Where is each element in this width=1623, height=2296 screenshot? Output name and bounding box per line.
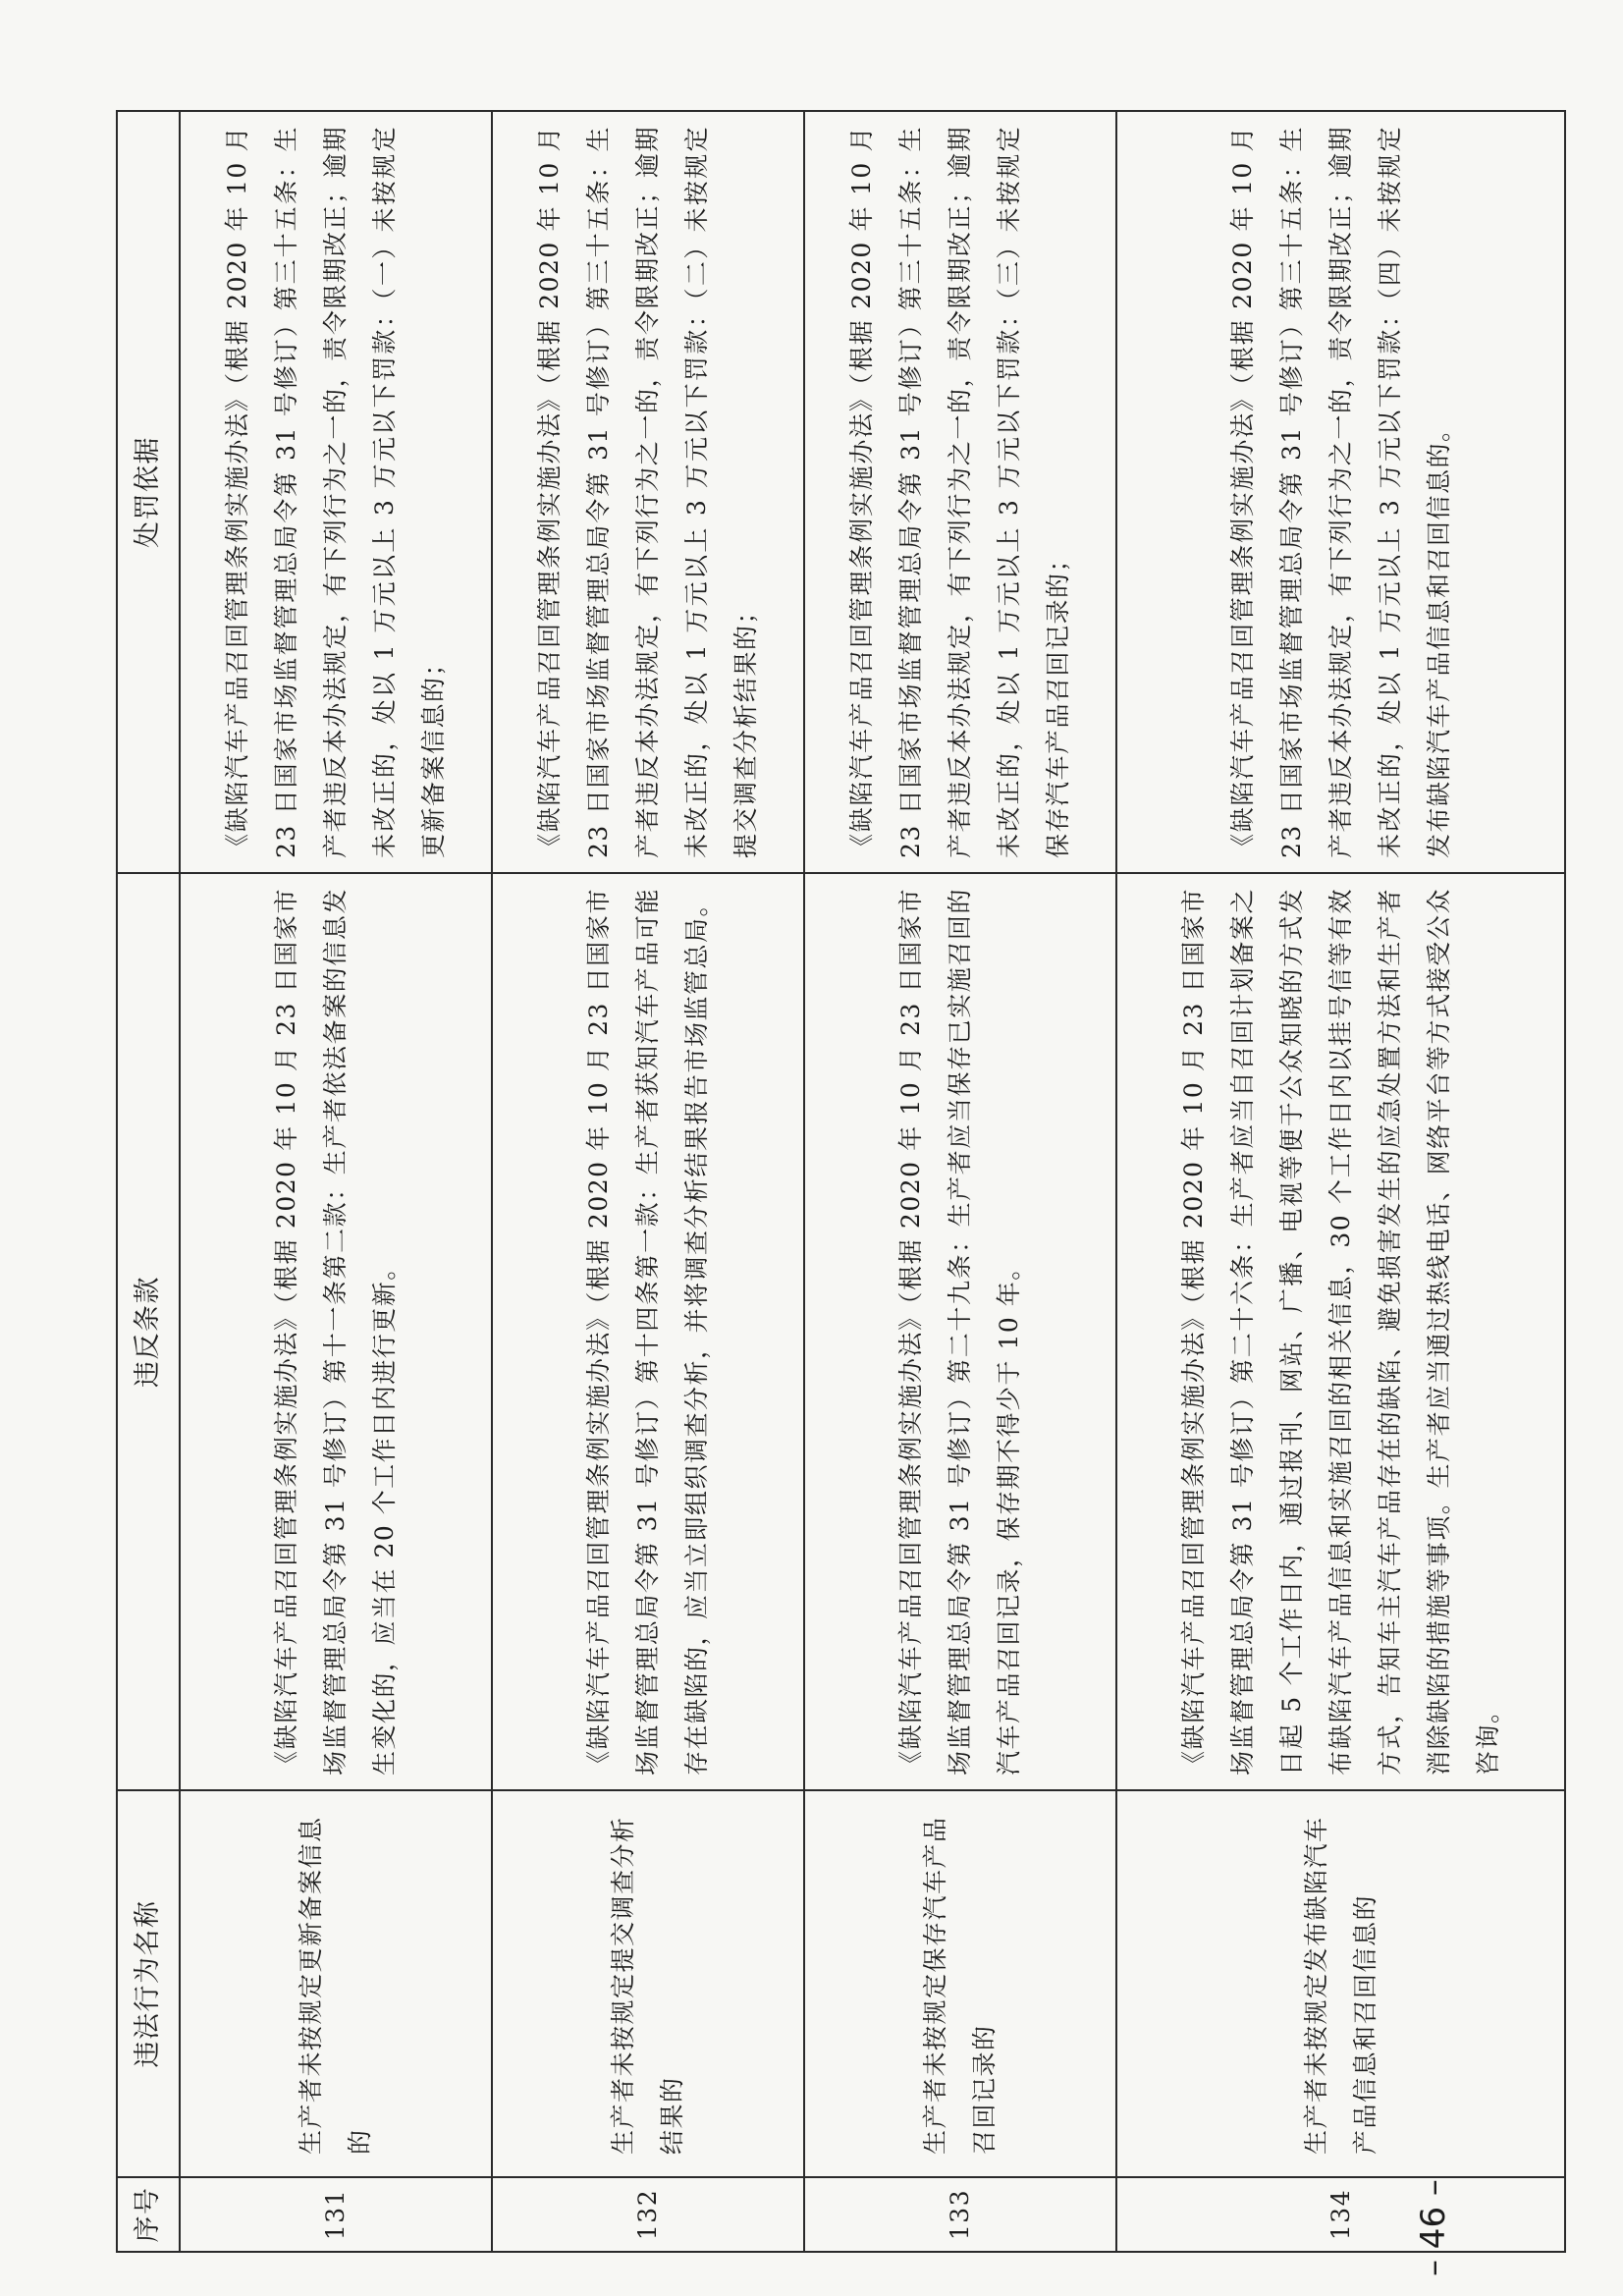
row-violation-name: 生产者未按规定发布缺陷汽车产品信息和召回信息的	[1116, 1790, 1565, 2177]
header-basis: 处罚依据	[117, 111, 180, 873]
row-seq: 131	[180, 2177, 492, 2252]
row-penalty-basis: 《缺陷汽车产品召回管理条例实施办法》（根据 2020 年 10 月 23 日国家市场监督管理总局令第 31 号修订）第三十五条：生产者违反本办法规定，有下列行为之一的，责令限期改正；逾期未改正的，处以 1 万元以上 3 万元以下罚款：（四）未按规定发布缺陷汽车产品信息和召回信息的。	[1116, 111, 1565, 873]
header-clause: 违反条款	[117, 873, 180, 1790]
row-seq: 134	[1116, 2177, 1565, 2252]
header-seq: 序号	[117, 2177, 180, 2252]
table-row	[492, 111, 804, 2252]
page-number: – 46 –	[1414, 2179, 1453, 2276]
row-violated-clause: 《缺陷汽车产品召回管理条例实施办法》（根据 2020 年 10 月 23 日国家市场监督管理总局令第 31 号修订）第二十九条：生产者应当保存已实施召回的汽车产品召回记录，保存期不得少于 10 年。	[804, 873, 1116, 1790]
row-violation-name: 生产者未按规定更新备案信息的	[180, 1790, 492, 2177]
table-row	[804, 111, 1116, 2252]
row-penalty-basis: 《缺陷汽车产品召回管理条例实施办法》（根据 2020 年 10 月 23 日国家市场监督管理总局令第 31 号修订）第三十五条：生产者违反本办法规定，有下列行为之一的，责令限期改正；逾期未改正的，处以 1 万元以上 3 万元以下罚款：（二）未按规定提交调查分析结果的；	[492, 111, 804, 873]
row-seq: 132	[492, 2177, 804, 2252]
table-header-row	[117, 111, 180, 2252]
row-violated-clause: 《缺陷汽车产品召回管理条例实施办法》（根据 2020 年 10 月 23 日国家市场监督管理总局令第 31 号修订）第十一条第二款：生产者依法备案的信息发生变化的，应当在 20 个工作日内进行更新。	[180, 873, 492, 1790]
row-violated-clause: 《缺陷汽车产品召回管理条例实施办法》（根据 2020 年 10 月 23 日国家市场监督管理总局令第 31 号修订）第二十六条：生产者应当自召回计划备案之日起 5 个工作日内，通过报刊、网站、广播、电视等便于公众知晓的方式发布缺陷汽车产品信息和实施召回的相关信息，30 个工作日内以挂号信等有效方式，告知车主汽车产品存在的缺陷、避免损害发生的应急处置方法和生产者消除缺陷的措施等事项。生产者应当通过热线电话、网络平台等方式接受公众咨询。	[1116, 873, 1565, 1790]
row-violation-name: 生产者未按规定提交调查分析结果的	[492, 1790, 804, 2177]
table-row	[180, 111, 492, 2252]
header-name: 违法行为名称	[117, 1790, 180, 2177]
row-seq: 133	[804, 2177, 1116, 2252]
row-violation-name: 生产者未按规定保存汽车产品召回记录的	[804, 1790, 1116, 2177]
table-row	[1116, 111, 1565, 2252]
row-violated-clause: 《缺陷汽车产品召回管理条例实施办法》（根据 2020 年 10 月 23 日国家市场监督管理总局令第 31 号修订）第十四条第一款：生产者获知汽车产品可能存在缺陷的，应当立即组织调查分析，并将调查分析结果报告市场监管总局。	[492, 873, 804, 1790]
penalty-table	[116, 110, 1566, 2253]
row-penalty-basis: 《缺陷汽车产品召回管理条例实施办法》（根据 2020 年 10 月 23 日国家市场监督管理总局令第 31 号修订）第三十五条：生产者违反本办法规定，有下列行为之一的，责令限期改正；逾期未改正的，处以 1 万元以上 3 万元以下罚款：（三）未按规定保存汽车产品召回记录的；	[804, 111, 1116, 873]
row-penalty-basis: 《缺陷汽车产品召回管理条例实施办法》（根据 2020 年 10 月 23 日国家市场监督管理总局令第 31 号修订）第三十五条：生产者违反本办法规定，有下列行为之一的，责令限期改正；逾期未改正的，处以 1 万元以上 3 万元以下罚款：（一）未按规定更新备案信息的；	[180, 111, 492, 873]
